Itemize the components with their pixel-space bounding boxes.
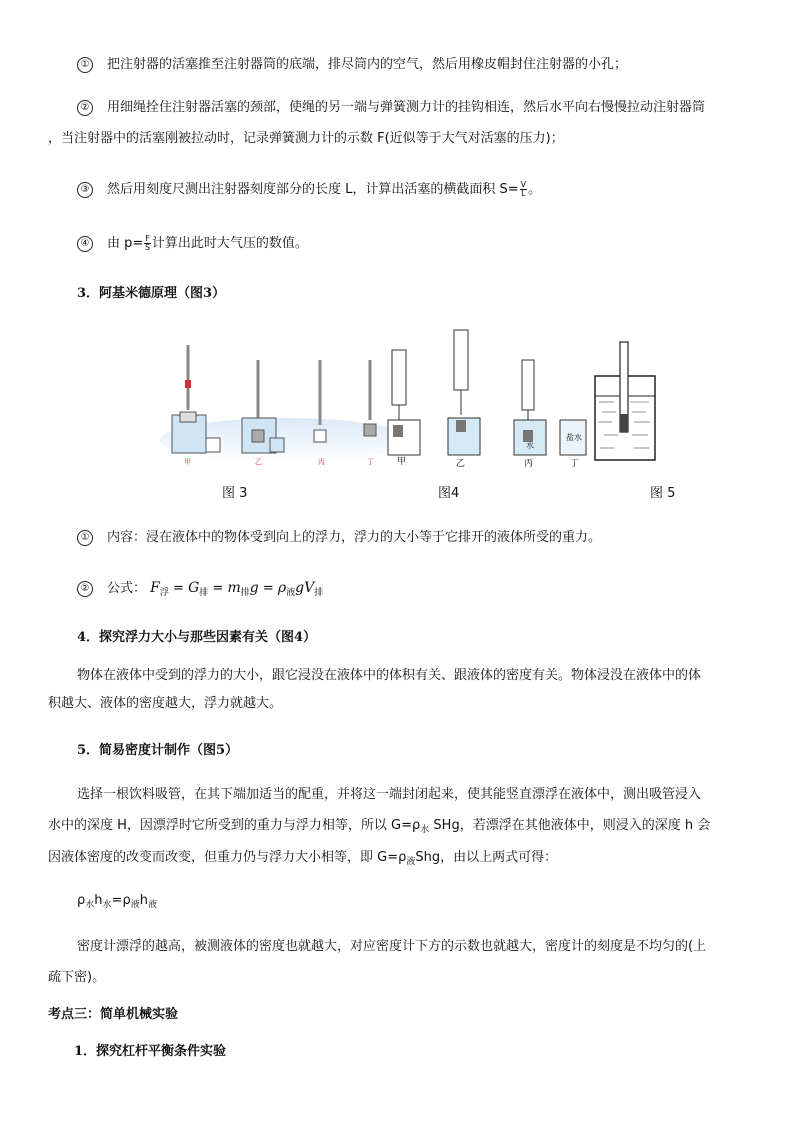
- fraction-f-over-s: [144, 235, 151, 252]
- paragraph-text: 物体在液体中受到的浮力的大小，跟它浸没在液体中的体积有关、跟液体的密度有关。物体浸没在液体中的: [77, 668, 689, 683]
- caption-figure-5: 图 5: [650, 486, 676, 501]
- step-number: ④: [77, 236, 93, 252]
- figure-3-illustration: [160, 340, 410, 470]
- step-number: ③: [77, 182, 93, 198]
- step-text: 把注射器的活塞推至注射器筒的底端，排尽筒内的空气，然后用橡皮帽封住注射器的小孔；: [107, 57, 628, 72]
- fraction-denominator: L: [521, 189, 526, 198]
- item-number: ②: [77, 581, 93, 597]
- section-3-heading: 3．阿基米德原理（图3）: [77, 286, 226, 301]
- paragraph-text: 因液体密度的改变而改变，但重力仍与浮力大小相等，即 G=ρ: [48, 850, 407, 865]
- step-1: [77, 50, 627, 79]
- formula-subscript: 浮: [159, 588, 169, 598]
- step-text: 用细绳拴住注射器活塞的颈部，使绳的另一端与弹簧测力计的挂钩相连，然后水平向右慢慢拉动注射器筒: [107, 100, 706, 115]
- paragraph-text: SHg，若漂浮在其他液体中，则浸入的深度 h 会: [429, 818, 711, 833]
- subscript: 液: [130, 900, 140, 910]
- archimedes-content: [77, 523, 601, 552]
- figure-5-illustration: [594, 340, 656, 462]
- item-number: ①: [77, 530, 93, 546]
- section-5-line3: [48, 843, 557, 877]
- lever-experiment-heading: 1．探究杠杆平衡条件实验: [74, 1044, 227, 1059]
- step-2-continued: [48, 124, 564, 153]
- formula-symbol: F: [150, 580, 160, 596]
- eq-part: =ρ: [111, 893, 131, 908]
- formula-symbol: G: [188, 580, 200, 596]
- section-5-heading: 5．简易密度计制作（图5）: [77, 743, 239, 758]
- step-4: [77, 229, 308, 258]
- paragraph-text: Shg，由以上两式可得：: [415, 850, 558, 865]
- apparatus-ding: [364, 360, 376, 436]
- caption-figure-4: 图4: [438, 486, 460, 501]
- spring-scale-yi: [448, 330, 480, 455]
- formula-subscript: 排: [240, 588, 250, 598]
- eq-part: h: [94, 893, 103, 908]
- step-text-end: 计算出此时大气压的数值。: [151, 236, 308, 251]
- step-2: [77, 93, 705, 122]
- formula-equals: =: [168, 581, 189, 596]
- fraction-denominator: S: [145, 243, 151, 252]
- kaodian-3-heading: 考点三：简单机械实验: [48, 1007, 179, 1022]
- step-number: ②: [77, 100, 93, 116]
- caption-figure-3: 图 3: [222, 486, 248, 501]
- archimedes-formula-line: [77, 574, 323, 608]
- paragraph-text: 体: [688, 668, 702, 683]
- fig4-salt-water-label: 盐水: [566, 433, 582, 442]
- formula-symbol: gV: [295, 580, 315, 596]
- section-4-paragraph-line1: [77, 661, 701, 690]
- step-number: ①: [77, 57, 93, 73]
- fraction-numerator: F: [145, 234, 150, 243]
- fig3-label-yi: 乙: [255, 458, 262, 466]
- apparatus-bing: [314, 360, 326, 442]
- step-text: ，当注射器中的活塞刚被拉动时，记录弹簧测力计的示数 F(近似等于大气对活塞的压力)；: [48, 131, 564, 146]
- step-text-end: 。: [528, 182, 542, 197]
- formula-equals: =: [208, 581, 228, 596]
- subscript: 液: [147, 900, 157, 910]
- fig4-water-label: 水: [526, 441, 534, 450]
- content-text: 内容：浸在液体中的物体受到向上的浮力，浮力的大小等于它排开的液体所受的重力。: [107, 530, 602, 545]
- apparatus-yi: [242, 360, 284, 453]
- formula-subscript: 排: [314, 588, 324, 598]
- fig3-label-bing: 丙: [318, 458, 325, 466]
- step-text: 然后用刻度尺测出注射器刻度部分的长度 L，计算出活塞的横截面积 S=: [107, 182, 519, 197]
- fraction-numerator: V: [520, 180, 527, 189]
- paragraph-text: 水中的深度 H，因漂浮时它所受到的重力与浮力相等，所以 G=ρ: [48, 818, 421, 833]
- fig3-label-jia: 甲: [184, 458, 191, 466]
- section-5-note-line2: 疏下密)。: [48, 970, 106, 985]
- archimedes-formula: [150, 581, 323, 596]
- subscript: 水: [85, 900, 95, 910]
- section-5-line1: 选择一根饮料吸管，在其下端加适当的配重，并将这一端封闭起来，使其能竖直漂浮在液体中，测出吸管浸入: [77, 787, 702, 802]
- section-5-note-line1: 密度计漂浮的越高，被测液体的密度也就越大，对应密度计下方的示数也就越大，密度计的刻度是不均匀的(上: [77, 939, 707, 954]
- fig4-label-yi: 乙: [456, 459, 466, 469]
- formula-symbol: m: [227, 580, 241, 596]
- step-text: 由 p=: [107, 236, 144, 251]
- eq-part: ρ: [77, 893, 86, 908]
- density-equation: [77, 886, 157, 920]
- formula-subscript: 液: [286, 588, 296, 598]
- figure-4-illustration: [380, 320, 590, 460]
- subscript: 水: [420, 825, 430, 835]
- subscript: 水: [102, 900, 112, 910]
- fig4-label-jia: 甲: [397, 457, 407, 467]
- section-4-paragraph-line2: 积越大、液体的密度越大，浮力就越大。: [48, 696, 283, 711]
- fig4-label-ding: 丁: [570, 459, 580, 469]
- formula-symbol: g: [249, 580, 259, 596]
- fig4-label-bing: 丙: [524, 459, 534, 469]
- section-5-line2: [48, 811, 710, 845]
- step-3: [77, 175, 541, 204]
- fraction-v-over-l: [520, 181, 527, 198]
- formula-subscript: 排: [199, 588, 209, 598]
- fig3-label-ding: 丁: [367, 458, 374, 466]
- section-4-heading: 4．探究浮力大小与那些因素有关（图4）: [77, 630, 317, 645]
- subscript: 液: [406, 857, 416, 867]
- formula-label: 公式：: [107, 581, 147, 596]
- formula-equals: =: [258, 581, 278, 596]
- eq-part: h: [139, 893, 148, 908]
- formula-symbol: ρ: [277, 580, 287, 596]
- spring-scale-jia: [388, 350, 420, 455]
